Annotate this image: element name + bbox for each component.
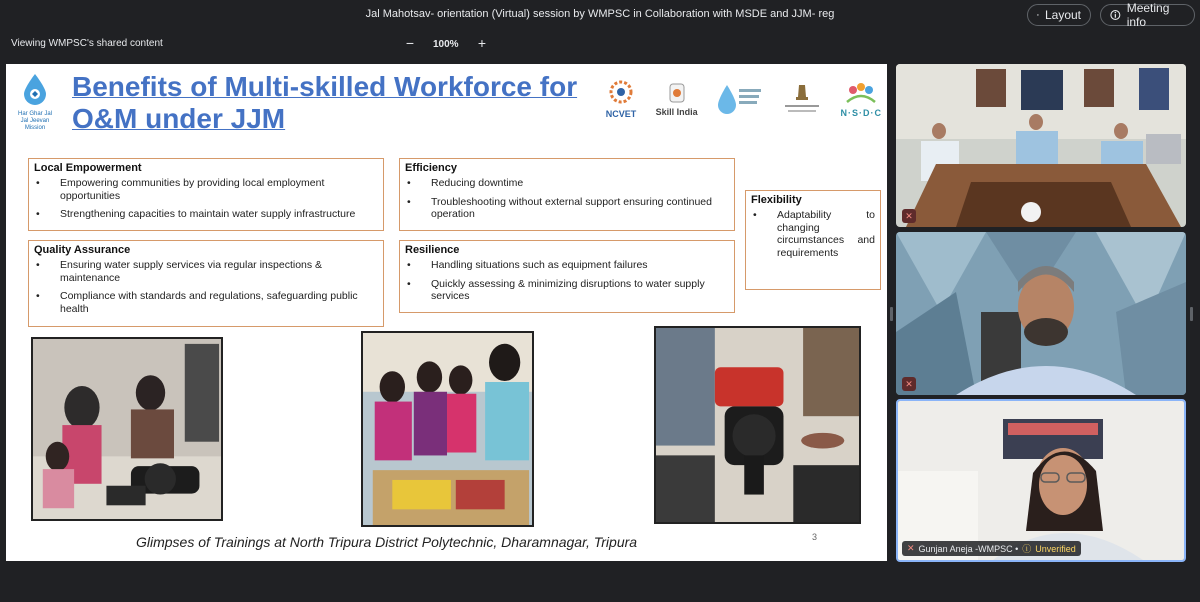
msde-logo — [779, 81, 825, 117]
local-empowerment-box — [28, 158, 384, 231]
shared-content-label: Viewing WMPSC's shared content — [11, 38, 163, 49]
list-item: • Reducing downtime — [405, 177, 729, 190]
resilience-box — [399, 240, 735, 313]
wmpsc-logo — [713, 81, 763, 117]
nsdc-text: N·S·D·C — [840, 108, 882, 118]
training-photo-1 — [31, 337, 223, 521]
meeting-info-label: Meeting info — [1126, 1, 1170, 29]
participant-name-tag — [902, 541, 1081, 556]
participant-tile-gunjan-aneja[interactable] — [896, 399, 1186, 562]
presentation-slide — [6, 64, 887, 561]
meeting-info-button[interactable] — [1100, 1, 1195, 29]
list-item: • Empowering communities by providing local employment opportunities — [34, 177, 378, 202]
list-item: • Strengthening capacities to maintain water supply infrastructure — [34, 208, 378, 221]
list-item: • Handling situations such as equipment failures — [405, 259, 729, 272]
har-ghar-jal-logo — [12, 72, 58, 131]
skill-india-emblem-icon — [662, 81, 692, 107]
list-item: • Quickly assessing & minimizing disruptions to water supply services — [405, 278, 729, 303]
slide-title: Benefits of Multi-skilled Workforce for O&M under JJM — [72, 71, 578, 134]
hgj-caption-2: Jal Jeevan Mission — [20, 118, 50, 131]
ncvet-text: NCVET — [605, 109, 637, 119]
hgj-caption-1: Har Ghar Jal — [17, 111, 52, 117]
list-item: • Troubleshooting without external support ensuring continued operation — [405, 196, 729, 221]
people-circle-icon — [841, 80, 881, 108]
quality-assurance-heading: Quality Assurance — [34, 244, 131, 256]
participant-tile-conference-room[interactable] — [896, 64, 1186, 227]
training-photo-2 — [361, 331, 534, 527]
layout-button[interactable] — [1027, 4, 1091, 26]
zoom-out-button[interactable]: − — [405, 35, 415, 51]
meeting-topbar — [0, 0, 1200, 30]
resilience-heading: Resilience — [405, 244, 460, 256]
meeting-title: Jal Mahotsav- orientation (Virtual) session by WMPSC in Collaboration with MSDE and JJM- reg — [365, 8, 835, 20]
training-photo-3 — [654, 326, 861, 524]
list-item: • Compliance with standards and regulations, safeguarding public health — [34, 290, 378, 315]
nsdc-logo — [840, 80, 882, 118]
layout-icon — [1037, 9, 1039, 21]
ncvet-logo — [602, 79, 640, 119]
zoom-in-button[interactable]: + — [477, 35, 487, 51]
list-item: • Ensuring water supply services via regular inspections & maintenance — [34, 259, 378, 284]
efficiency-heading: Efficiency — [405, 162, 457, 174]
warning-icon: ⓘ — [1022, 544, 1032, 554]
flexibility-heading: Flexibility — [751, 194, 802, 206]
slide-caption: Glimpses of Trainings at North Tripura District Polytechnic, Dharamnagar, Tripura — [136, 534, 638, 550]
participant-name: Gunjan Aneja -WMPSC • — [918, 543, 1019, 554]
water-splash-icon — [713, 81, 763, 117]
panel-resize-handle-left[interactable] — [890, 307, 893, 321]
page-number: 3 — [812, 532, 818, 542]
panel-resize-handle-right[interactable] — [1190, 307, 1193, 321]
verification-status: Unverified — [1035, 543, 1076, 554]
national-emblem-icon — [779, 81, 825, 117]
local-empowerment-heading: Local Empowerment — [34, 162, 142, 174]
quality-assurance-box — [28, 240, 384, 327]
skill-india-logo — [656, 81, 698, 117]
efficiency-box — [399, 158, 735, 231]
partner-logos — [602, 74, 882, 124]
skill-india-text: Skill India — [655, 107, 698, 117]
gear-icon — [602, 79, 640, 109]
mic-off-icon: ✕ — [902, 209, 916, 223]
participant-tile-speaker[interactable] — [896, 232, 1186, 395]
layout-label: Layout — [1044, 8, 1081, 22]
mic-off-icon: ✕ — [907, 543, 915, 553]
flexibility-box — [745, 190, 881, 290]
shared-content-bar — [0, 34, 890, 56]
mic-off-icon: ✕ — [902, 377, 916, 391]
zoom-level: 100% — [433, 39, 459, 50]
list-item: • Adaptability to changing circumstances and requirements — [751, 209, 875, 259]
water-drop-logo-icon — [20, 72, 50, 106]
info-icon — [1110, 9, 1121, 21]
